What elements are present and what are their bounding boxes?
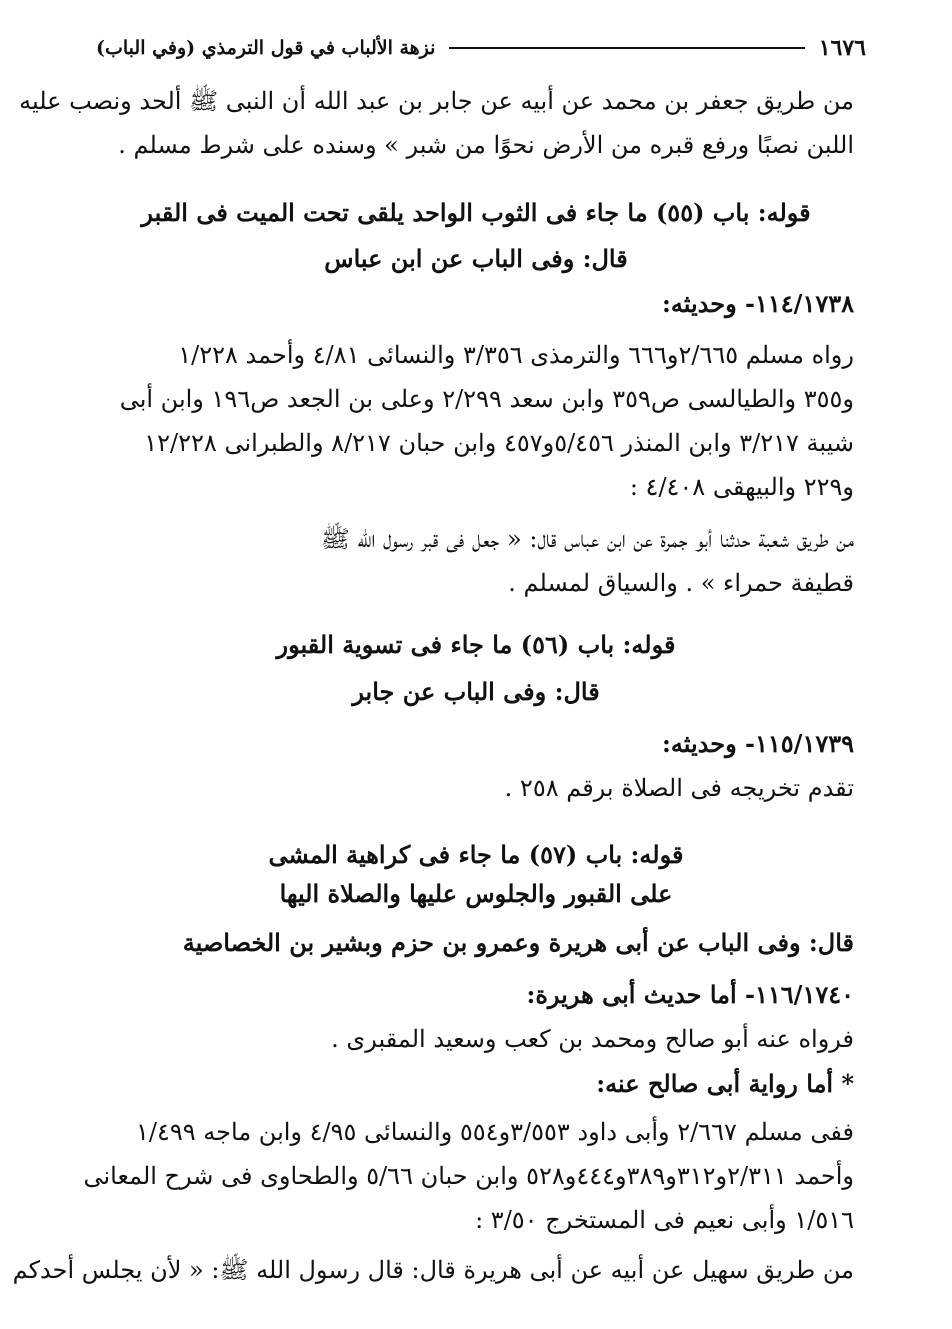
text-line: من طريق سهيل عن أبيه عن أبى هريرة قال: قال رسول الله ﷺ: « لأن يجلس أحدكم [12, 1256, 854, 1284]
text-line: تقدم تخريجه فى الصلاة برقم ٢٥٨ . [504, 774, 854, 802]
running-title: نزهة الألباب في قول الترمذي (وفي الباب) [96, 37, 436, 59]
page-header [96, 30, 866, 66]
text-line: من طريق شعبة حدثنا أبو جمرة عن ابن عباس قال: « جعل فى قبر رسول الله ﷺ [320, 525, 854, 553]
chapter-quote: قال: وفى الباب عن جابر [352, 677, 600, 706]
chapter-quote: قال: وفى الباب عن أبى هريرة وعمرو بن حزم وبشير بن الخصاصية [182, 928, 854, 957]
text-line: فرواه عنه أبو صالح ومحمد بن كعب وسعيد المقبرى . [331, 1025, 854, 1053]
text-line: ففى مسلم ٢/٦٦٧ وأبى داود ٣/٥٥٣و٥٥٤ والنسائى ٤/٩٥ وابن ماجه ١/٤٩٩ [136, 1118, 854, 1146]
text-line: ١/٥١٦ وأبى نعيم فى المستخرج ٣/٥٠ : [475, 1206, 854, 1234]
text-line: و٢٢٩ والبيهقى ٤/٤٠٨ : [629, 473, 854, 501]
text-line: وأحمد ٢/٣١١و٣١٢و٣٨٩و٤٤٤و٥٢٨ وابن حبان ٥/٦٦ والطحاوى فى شرح المعانى [83, 1162, 854, 1190]
text-line: شيبة ٣/٢١٧ وابن المنذر ٥/٤٥٦و٤٥٧ وابن حبان ٨/٢١٧ والطبرانى ١٢/٢٢٨ [144, 429, 854, 457]
chapter-heading: قوله: باب (٥٧) ما جاء فى كراهية المشى [268, 840, 684, 869]
text-line: و٣٥٥ والطيالسى ص٣٥٩ وابن سعد ٢/٢٩٩ وعلى بن الجعد ص١٩٦ وابن أبى [119, 385, 854, 413]
hadith-number: ١١٤/١٧٣٨- وحديثه: [662, 289, 854, 318]
chapter-heading: على القبور والجلوس عليها والصلاة اليها [279, 879, 673, 908]
header-rule [449, 47, 804, 49]
chapter-quote: قال: وفى الباب عن ابن عباس [324, 244, 628, 273]
text-line: رواه مسلم ٢/٦٦٥و٦٦٦ والترمذى ٣/٣٥٦ والنسائى ٤/٨١ وأحمد ١/٢٢٨ [178, 341, 854, 369]
chapter-heading: قوله: باب (٥٥) ما جاء فى الثوب الواحد يلقى تحت الميت فى القبر [141, 198, 811, 227]
chapter-heading: قوله: باب (٥٦) ما جاء فى تسوية القبور [276, 630, 676, 659]
hadith-number: ١١٦/١٧٤٠- أما حديث أبى هريرة: [526, 980, 854, 1009]
text-line: من طريق جعفر بن محمد عن أبيه عن جابر بن عبد الله أن النبى ﷺ ألحد ونصب عليه [19, 87, 854, 115]
subheading: * أما رواية أبى صالح عنه: [596, 1069, 854, 1098]
page-number: ١٦٧٦ [818, 35, 866, 61]
text-line: قطيفة حمراء » . والسياق لمسلم . [508, 569, 854, 597]
text-line: اللبن نصبًا ورفع قبره من الأرض نحوًا من شبر » وسنده على شرط مسلم . [118, 131, 854, 159]
hadith-number: ١١٥/١٧٣٩- وحديثه: [662, 729, 854, 758]
